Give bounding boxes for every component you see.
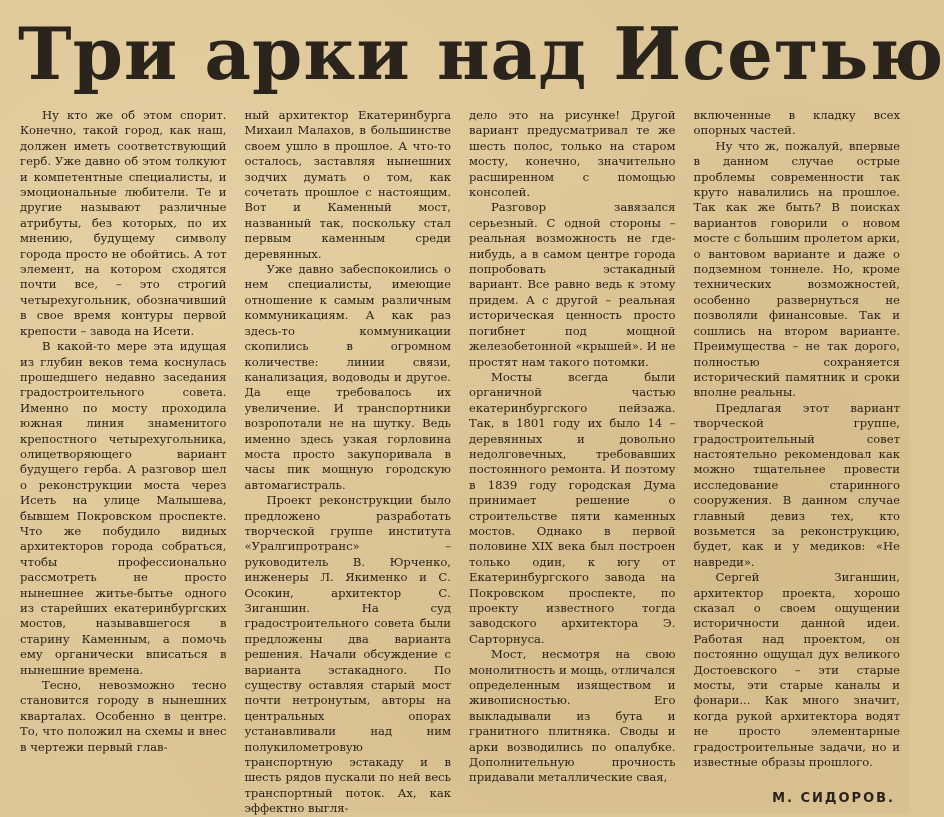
headline: Три арки над Исетью	[18, 11, 944, 96]
author-byline: М. СИДОРОВ.	[772, 791, 895, 806]
paragraph: Ну что ж, пожалуй, впервые в данном случае острые проблемы современности так круто навалились на прошлое. Так как же быть? В поисках вариантов говорили о новом мосте с большим пролетом арки, о вантовом варианте и даже о подземном тоннеле. Но, кроме технических возможностей, особенно развернуться не позволяли финансовые. Так и сошлись на втором варианте. Преимущества – не так дорого, полностью сохраняется исторический памятник и сроки вполне реальны.	[693, 138, 900, 400]
paragraph: Тесно, невозможно тесно становится городу в нынешних кварталах. Особенно в центре. То, что положил на схемы и внес в чертежи первый глав-	[20, 678, 227, 754]
column-2	[244, 108, 452, 816]
paragraph: Мосты всегда были органичной частью екатеринбургского пейзажа. Так, в 1801 году их было 14 – деревянных и довольно недолговечных, требовавших постоянного ремонта. И поэтому в 1839 году городская Дума принимает решение о строительстве пяти каменных мостов. Однако в первой половине XIX века был построен только один, к югу от Екатеринбургского завода на Покровском проспекте, по проекту известного тогда заводского архитектора Э. Сарторнуса.	[469, 369, 676, 646]
paragraph: ный архитектор Екатеринбурга Михаил Малахов, в большинстве своем ушло в прошлое. А что-то осталось, заставляя нынешних зодчих думать о том, как сочетать прошлое с настоящим. Вот и Каменный мост, названный так, поскольку стал первым каменным среди деревянных.	[244, 108, 451, 261]
paragraph: Сергей Зиганшин, архитектор проекта, хорошо сказал о своем ощущении историчности данной идеи. Работая над проектом, он постоянно ощущал дух великого Достоевского – эти старые мосты, эти старые каналы и фонари... Как много значит, когда рукой архитектора водят не просто элементарные градостроительные задачи, но и известные образы прошлого.	[693, 570, 900, 770]
paragraph: дело это на рисунке! Другой вариант предусматривал те же шесть полос, только на старом мосту, конечно, значительно расширенном с помощью консолей.	[469, 108, 676, 200]
paragraph: включенные в кладку всех опорных частей.	[693, 108, 900, 138]
column-3	[469, 108, 676, 788]
paragraph: Предлагая этот вариант творческой группе, градостроительный совет настоятельно рекомендовал как можно тщательнее провести исследование старинного сооружения. В данном случае главный девиз тех, кто возьмется за реконструкцию, будет, как и у медиков: «Не навреди».	[693, 400, 900, 569]
column-4	[694, 108, 901, 788]
column-1	[20, 108, 227, 788]
paragraph: Разговор завязался серьезный. С одной стороны – реальная возможность не где-нибудь, а в самом центре города попробовать эстакадный вариант. Все равно ведь к этому придем. А с другой – реальная историческая ценность просто погибнет под мощной железобетонной «крышей». И не простят нам такого потомки.	[469, 200, 676, 369]
paragraph: Мост, несмотря на свою монолитность и мощь, отличался определенным изяществом и живописностью. Его выкладывали из бута и гранитного плитняка. Своды и арки возводились по опалубке. Дополнительную прочность придавали металлические свая,	[469, 647, 676, 785]
paragraph: Проект реконструкции было предложено разработать творческой группе института «Уралгипротранс» – руководитель В. Юрченко, инженеры Л. Якименко и С. Осокин, архитектор С. Зиганшин. На суд градостроительного совета были предложены два варианта решения. Начали обсуждение с варианта эстакадного. По существу оставляя старый мост почти нетронутым, авторы на центральных опорах устанавливали над ним полукилометровую транспортную эстакаду и в шесть рядов пускали по ней весь транспортный поток. Ах, как эффектно выгля-	[244, 493, 451, 816]
paragraph: Уже давно забеспокоились о нем специалисты, имеющие отношение к самым различным коммуникациям. А как раз здесь-то коммуникации скопились в огромном количестве: линии связи, канализация, водоводы и другое. Да еще требовалось их увеличение. И транспортники возропотали не на шутку. Ведь именно здесь узкая горловина моста просто закупоривала в часы пик мощную городскую автомагистраль.	[244, 262, 451, 492]
paragraph: Ну кто же об этом спорит. Конечно, такой город, как наш, должен иметь соответствующий герб. Уже давно об этом толкуют и компетентные специалисты, и эмоциональные любители. Те и другие называют различные атрибуты, без которых, по их мнению, будущему символу города просто не обойтись. А тот элемент, на котором сходятся почти все, – это строгий четырехугольник, обозначивший в свое время контуры первой крепости – завода на Исети.	[20, 108, 227, 338]
paragraph: В какой-то мере эта идущая из глубин веков тема коснулась прошедшего недавно заседания градостроительного совета. Именно по мосту проходила южная линия знаменитого крепостного четырехугольника, олицетворяющего вариант будущего герба. А разговор шел о реконструкции моста через Исеть на улице Малышева, бывшем Покровском проспекте. Что же побудило видных архитекторов города собраться, чтобы профессионально рассмотреть не просто нынешнее житье-бытье одного из старейших екатеринбургских мостов, называвшегося в старину Каменным, а помочь ему органически вписаться в нынешние времена.	[20, 339, 227, 677]
